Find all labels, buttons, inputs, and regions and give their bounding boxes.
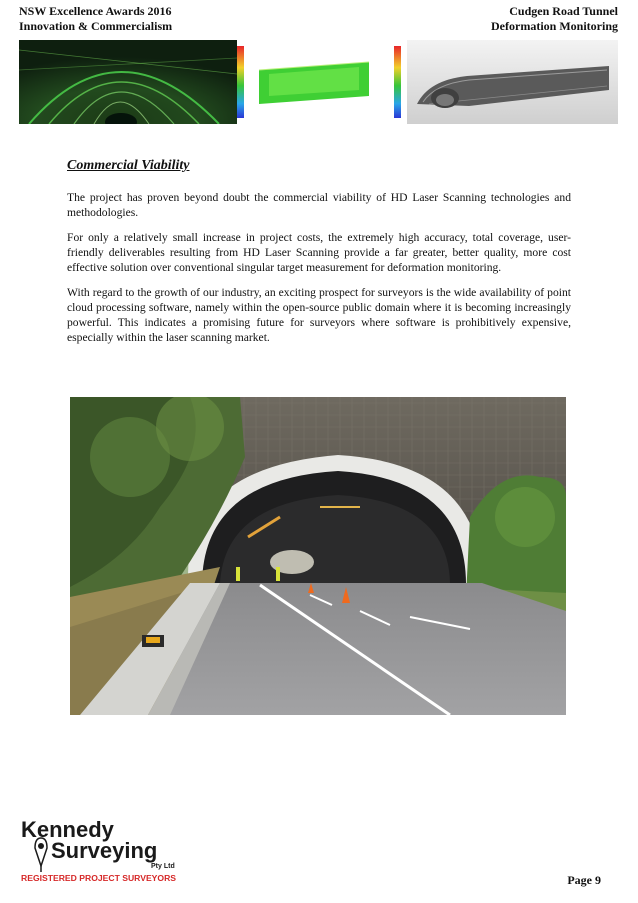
tunnel-scan-image: [19, 40, 237, 124]
award-category: Innovation & Commercialism: [19, 19, 173, 33]
page-number: Page 9: [567, 873, 601, 887]
paragraph: The project has proven beyond doubt the commercial viability of HD Laser Scanning technologies and methodologies.: [67, 191, 571, 219]
deviation-map-image: [249, 40, 417, 124]
point-cloud-tunnel-image: [407, 40, 618, 124]
project-title: Cudgen Road Tunnel: [509, 4, 618, 18]
paragraph: For only a relatively small increase in project costs, the extremely high accuracy, total coverage, user-friendly deliverables resulting from HD Laser Scanning provide a far greater, better quality, more cost effective solution over conventional singular target measurement for deformation monitoring.: [67, 231, 571, 274]
surveyor-pin-icon: [35, 838, 47, 872]
award-title: NSW Excellence Awards 2016: [19, 4, 172, 18]
paragraph: With regard to the growth of our industry, an exciting prospect for surveyors is the wide availability of point cloud processing software, namely within the open-source public domain where it is becoming increasingly powerful. This indicates a promising future for surveyors where software is prohibitively expensive, especially within the laser scanning market.: [67, 286, 571, 344]
section-title: Commercial Viability: [67, 158, 190, 173]
company-logo: [19, 818, 191, 886]
logo-pty-ltd: Pty Ltd: [151, 863, 175, 870]
tunnel-portal-photo: [70, 397, 566, 715]
project-subtitle: Deformation Monitoring: [491, 19, 618, 33]
logo-tagline: REGISTERED PROJECT SURVEYORS: [21, 873, 177, 883]
header-left: [19, 4, 172, 34]
header-right: [491, 4, 618, 34]
body-text: [67, 190, 571, 355]
point-cloud-banner: [19, 40, 618, 124]
logo-surveying: Surveying: [51, 838, 158, 863]
logo-kennedy: Kennedy: [21, 818, 114, 842]
